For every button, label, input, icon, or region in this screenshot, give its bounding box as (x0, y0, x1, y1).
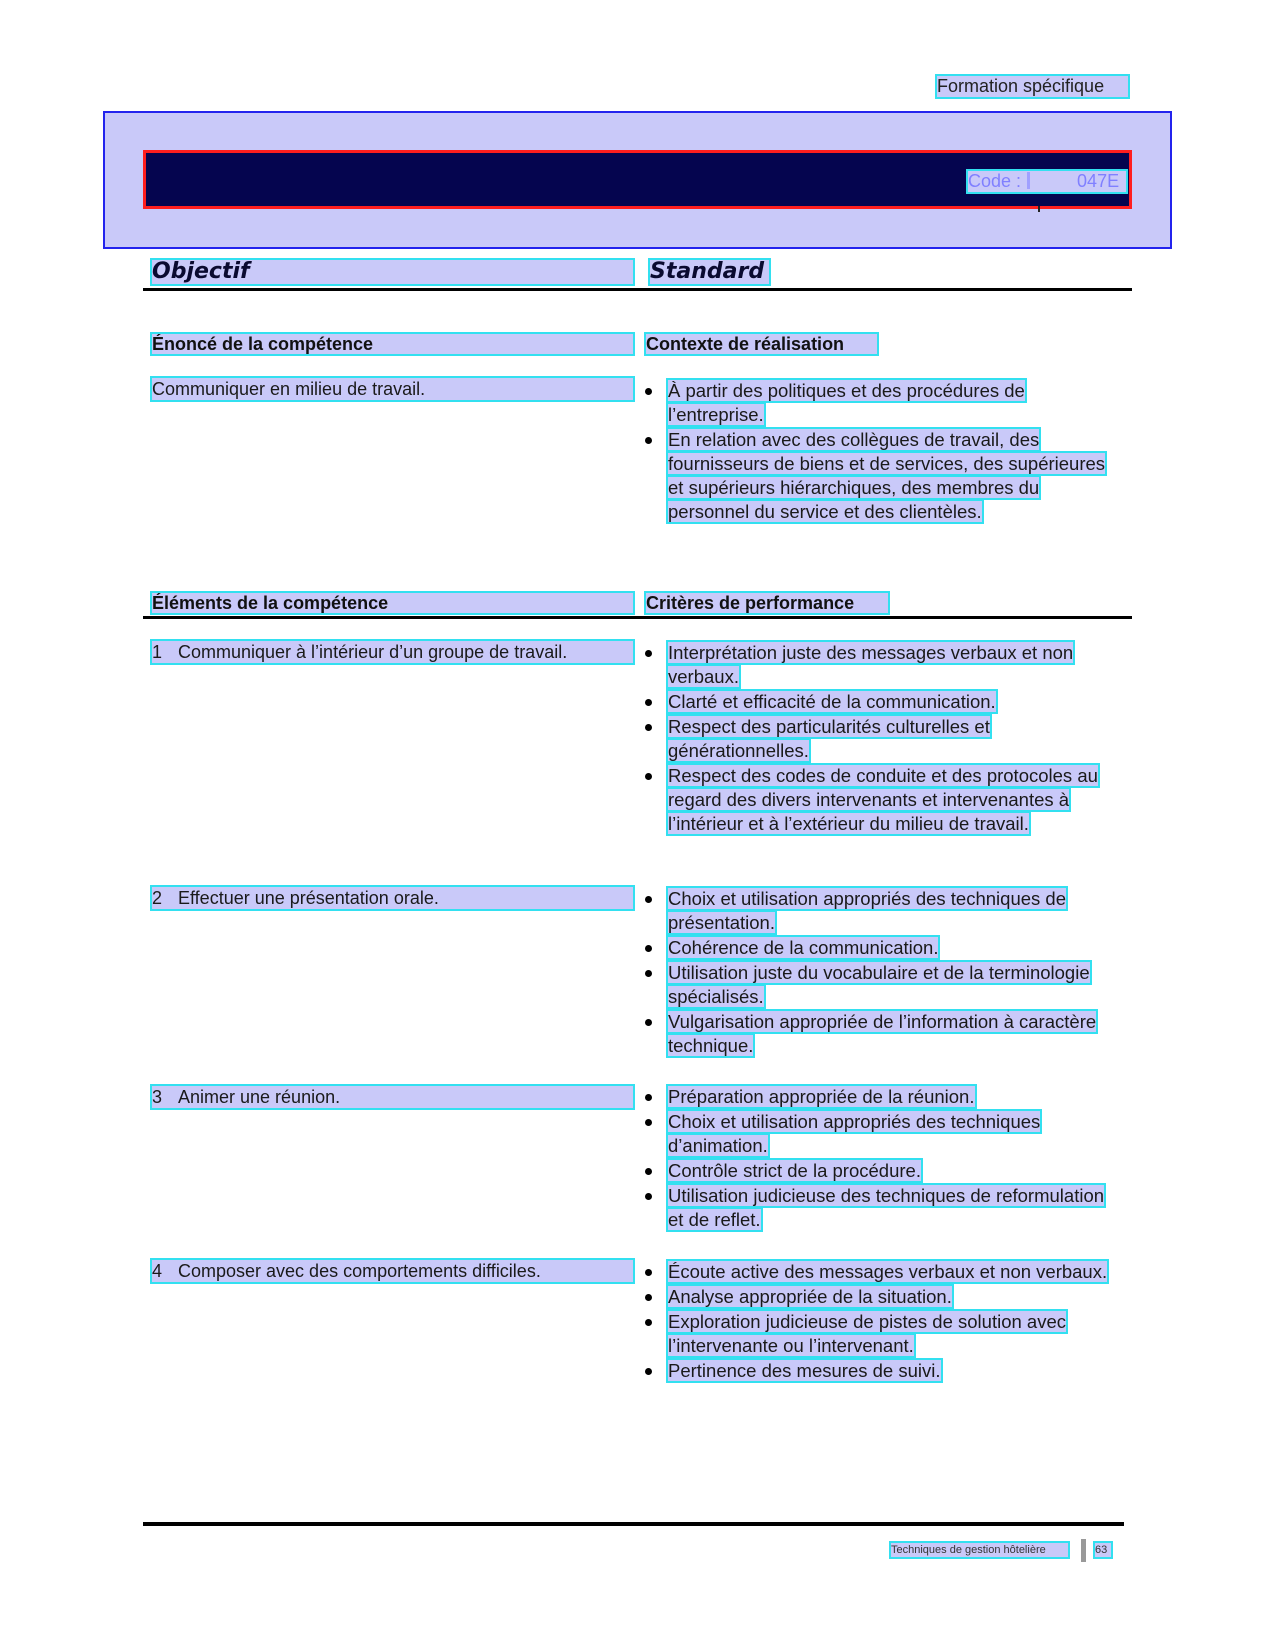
standard-heading: Standard (650, 260, 769, 284)
list-item: À partir des politiques et des procédures de l’entreprise. (642, 379, 1122, 427)
bullet-icon (645, 699, 652, 706)
competence-statement-heading: Énoncé de la compétence (152, 334, 633, 354)
banner-tick-mark (1038, 206, 1040, 212)
elements-heading: Éléments de la compétence (152, 593, 633, 613)
list-item: Clarté et efficacité de la communication. (642, 690, 1122, 714)
bullet-icon (645, 773, 652, 780)
criteria-list-4 (642, 1260, 1122, 1384)
bullet-icon (645, 1094, 652, 1101)
list-item: Utilisation juste du vocabulaire et de la terminologie spécialisés. (642, 961, 1122, 1009)
bullet-icon (645, 1193, 652, 1200)
criteria-list-3 (642, 1085, 1122, 1233)
list-item: Choix et utilisation appropriés des techniques d’animation. (642, 1110, 1122, 1158)
document-section-label: Formation spécifique (937, 76, 1128, 97)
list-item: Cohérence de la communication. (642, 936, 1122, 960)
bullet-icon (645, 1168, 652, 1175)
code-label: Code : (968, 171, 1022, 191)
bullet-icon (645, 1119, 652, 1126)
list-item: Respect des codes de conduite et des protocoles au regard des divers intervenants et intervenantes à l’intérieur et à l’extérieur du milieu de travail. (642, 764, 1122, 836)
list-item: Exploration judicieuse de pistes de solution avec l’intervenante ou l’intervenant. (642, 1310, 1122, 1358)
footer-rule (143, 1522, 1124, 1526)
bullet-icon (645, 437, 652, 444)
bullet-icon (645, 1019, 652, 1026)
criteria-heading: Critères de performance (646, 593, 888, 613)
bullet-icon (645, 1368, 652, 1375)
bullet-icon (645, 388, 652, 395)
list-item: Écoute active des messages verbaux et non verbaux. (642, 1260, 1122, 1284)
criteria-list-2 (642, 887, 1122, 1059)
page-number: 63 (1095, 1543, 1111, 1557)
footer-program-title: Techniques de gestion hôtelière (891, 1543, 1068, 1557)
objective-heading: Objectif (152, 260, 633, 284)
list-item: Pertinence des mesures de suivi. (642, 1359, 1122, 1383)
list-item: Contrôle strict de la procédure. (642, 1159, 1122, 1183)
element-2-label: 2 Effectuer une présentation orale. (152, 887, 633, 909)
context-list (642, 379, 1122, 525)
element-4-label: 4 Composer avec des comportements difficiles. (152, 1260, 633, 1282)
element-1-label: 1 Communiquer à l’intérieur d’un groupe de travail. (152, 641, 633, 663)
heading-rule (143, 288, 1132, 291)
list-item: Vulgarisation appropriée de l’information à caractère technique. (642, 1010, 1122, 1058)
context-heading: Contexte de réalisation (646, 334, 877, 354)
code-value: 047E (1077, 171, 1120, 191)
bullet-icon (645, 970, 652, 977)
bullet-icon (645, 1294, 652, 1301)
criteria-list-1 (642, 641, 1122, 837)
bullet-icon (645, 1269, 652, 1276)
list-item: Choix et utilisation appropriés des techniques de présentation. (642, 887, 1122, 935)
bullet-icon (645, 1319, 652, 1326)
competence-statement: Communiquer en milieu de travail. (152, 378, 633, 400)
competency-code (968, 171, 1126, 192)
elements-rule (143, 616, 1132, 619)
bullet-icon (645, 896, 652, 903)
list-item: En relation avec des collègues de travail, des fournisseurs de biens et de services, des supérieures et supérieurs hiérarchiques, des membres du personnel du service et des clientèles. (642, 428, 1122, 524)
code-separator (1027, 172, 1030, 189)
list-item: Analyse appropriée de la situation. (642, 1285, 1122, 1309)
element-3-label: 3 Animer une réunion. (152, 1086, 633, 1108)
bullet-icon (645, 724, 652, 731)
list-item: Interprétation juste des messages verbaux et non verbaux. (642, 641, 1122, 689)
bullet-icon (645, 945, 652, 952)
list-item: Respect des particularités culturelles et générationnelles. (642, 715, 1122, 763)
list-item: Utilisation judicieuse des techniques de reformulation et de reflet. (642, 1184, 1122, 1232)
list-item: Préparation appropriée de la réunion. (642, 1085, 1122, 1109)
bullet-icon (645, 650, 652, 657)
footer-separator (1081, 1539, 1086, 1562)
